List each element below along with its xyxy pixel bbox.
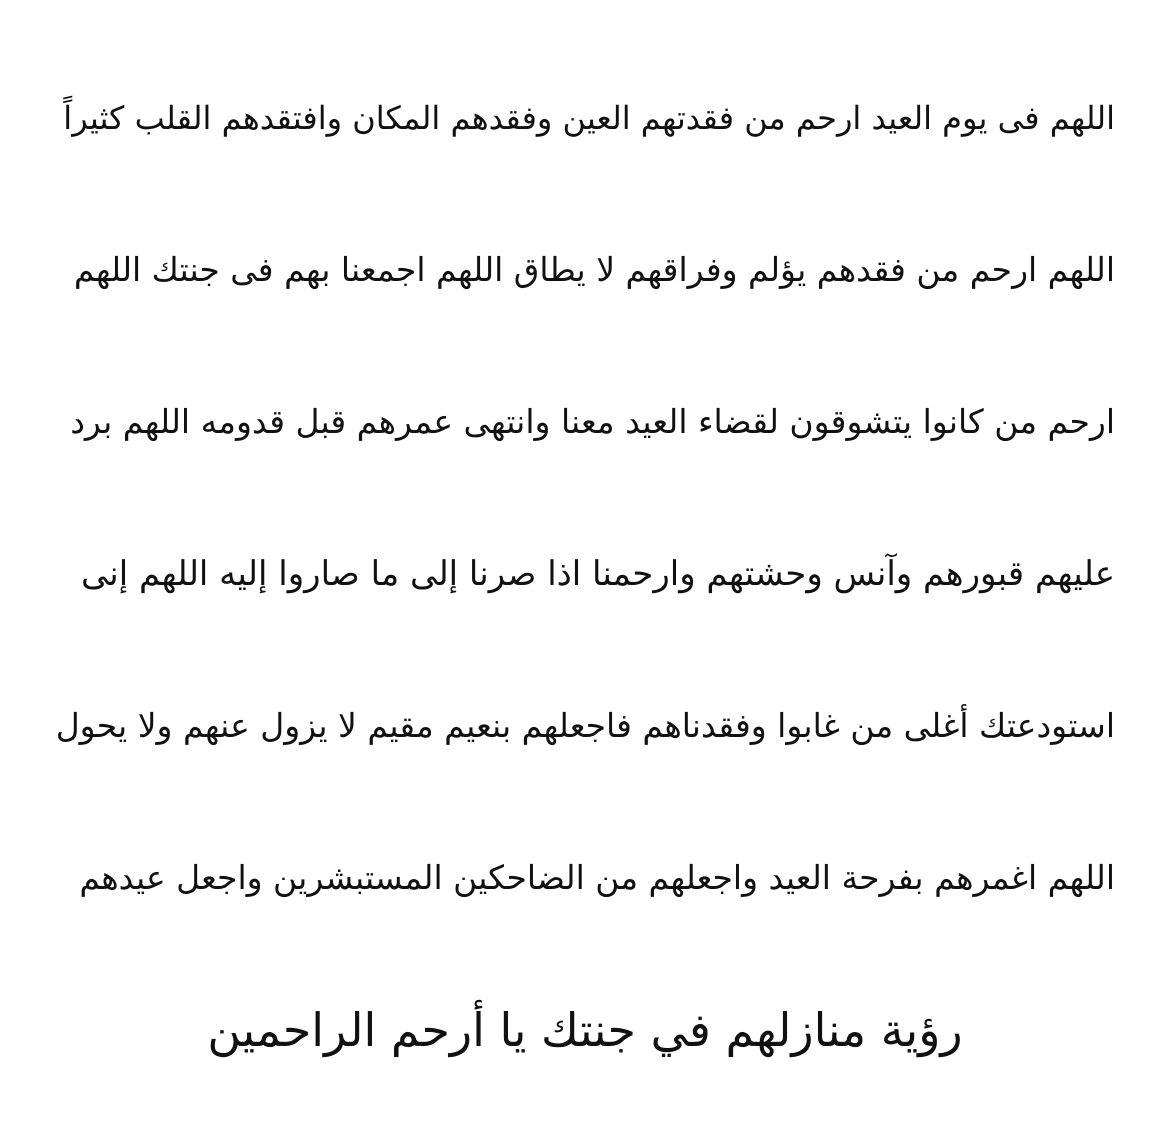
- text-line: [55, 534, 1115, 686]
- text-line: [55, 686, 1115, 838]
- text-line-content: رؤية منازلهم في جنتك يا أرحم الراحمين: [207, 1003, 963, 1057]
- text-line: [55, 382, 1115, 534]
- text-line-last: [55, 990, 1115, 1142]
- text-line-content: استودعتك أغلى من غابوا وفقدناهم فاجعلهم بنعيم مقيم لا يزول عنهم ولا يحول: [55, 706, 1115, 745]
- text-line: [55, 230, 1115, 382]
- text-line-content: ارحم من كانوا يتشوقون لقضاء العيد معنا وانتهى عمرهم قبل قدومه اللهم برد: [70, 402, 1115, 441]
- prayer-text-block: [55, 78, 1115, 1142]
- text-line-content: اللهم ارحم من فقدهم يؤلم وفراقهم لا يطاق اللهم اجمعنا بهم فى جنتك اللهم: [73, 250, 1115, 289]
- text-line-content: اللهم فى يوم العيد ارحم من فقدتهم العين وفقدهم المكان وافتقدهم القلب كثيراً: [63, 99, 1115, 137]
- text-line: [55, 78, 1115, 230]
- text-line: [55, 838, 1115, 990]
- text-line-content: عليهم قبورهم وآنس وحشتهم وارحمنا اذا صرنا إلى ما صاروا إليه اللهم إنى: [80, 554, 1115, 594]
- text-line-content: اللهم اغمرهم بفرحة العيد واجعلهم من الضاحكين المستبشرين واجعل عيدهم: [79, 858, 1115, 897]
